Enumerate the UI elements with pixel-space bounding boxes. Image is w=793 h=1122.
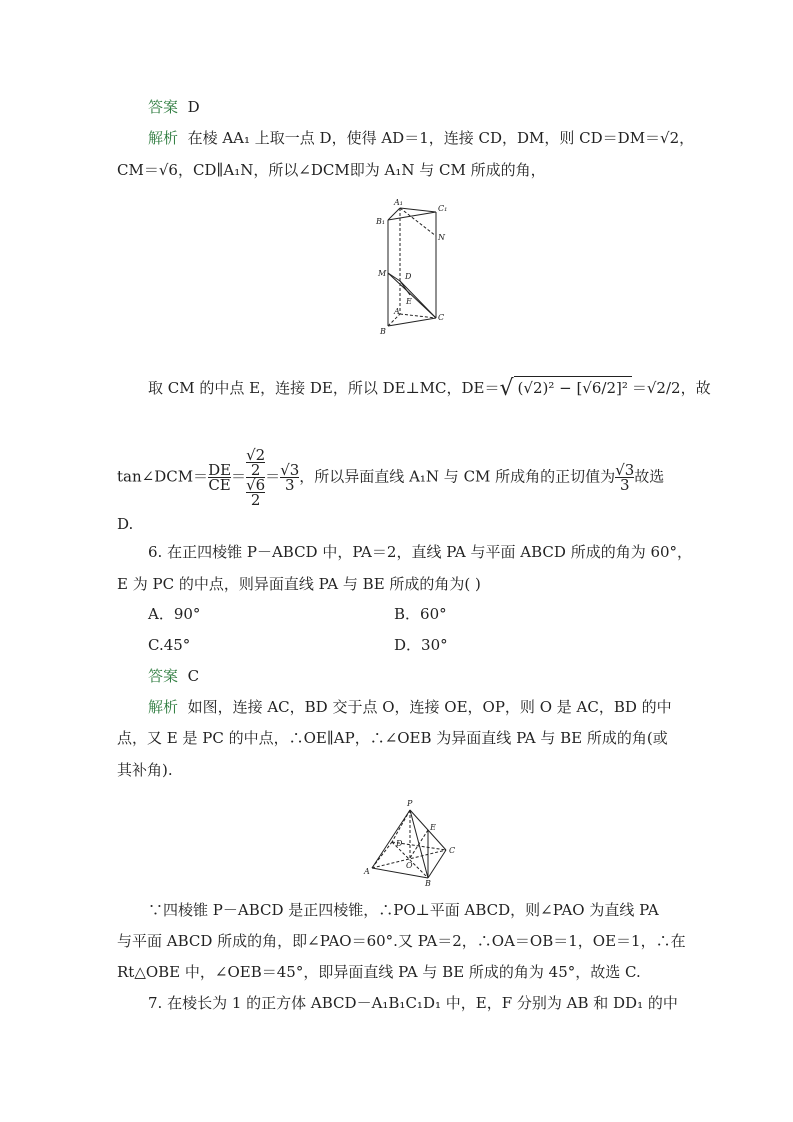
pyramid-figure [362, 796, 464, 886]
fraction: $\frac{√3}{3}$ [280, 461, 300, 494]
solution-line: 取 CM 的中点 E，连接 DE，所以 DE⊥MC，DE＝√ (√2)² − [√6/2]² ＝√2/2，故 [148, 376, 711, 401]
label-A1: A₁ [394, 198, 403, 207]
solution-line: Rt△OBE 中，∠OEB＝45°，即异面直线 PA 与 BE 所成的角为 45°，故选 C. [117, 963, 641, 981]
solution-label: 解析 [148, 129, 179, 147]
label-D: D [396, 839, 403, 848]
label-O: O [406, 861, 413, 870]
label-A: A [394, 307, 400, 316]
label-N: N [438, 233, 445, 242]
answer-value: D [187, 98, 200, 116]
label-D: D [405, 272, 412, 281]
fraction: $\frac{√3}{3}$ [615, 461, 635, 494]
solution-line [148, 128, 694, 148]
label-B1: B₁ [376, 217, 386, 226]
label-E: E [430, 823, 436, 832]
option-c: C.45° [148, 636, 191, 654]
solution-text: 在棱 AA₁ 上取一点 D，使得 AD＝1，连接 CD，DM，则 CD＝DM＝√2， [187, 129, 695, 147]
label-C: C [449, 846, 456, 855]
solution-line: 与平面 ABCD 所成的角，即∠PAO＝60°.又 PA＝2，∴OA＝OB＝1，OE＝1，∴在 [117, 932, 686, 950]
question-line: 7. 在棱长为 1 的正方体 ABCD－A₁B₁C₁D₁ 中，E，F 分别为 AB 和 DD₁ 的中 [148, 994, 678, 1012]
label-A: A [364, 867, 370, 876]
solution-line: 点，又 E 是 PC 的中点，∴OE∥AP，∴∠OEB 为异面直线 PA 与 BE 所成的角(或 [117, 729, 668, 747]
answer-line [148, 97, 200, 117]
solution-label: 解析 [148, 698, 179, 716]
answer-line [148, 666, 199, 686]
answer-label: 答案 [148, 98, 179, 116]
question-line: E 为 PC 的中点，则异面直线 PA 与 BE 所成的角为( ) [117, 575, 481, 593]
label-B: B [380, 327, 386, 336]
compound-fraction: √2 2 √6 2 [246, 446, 266, 509]
label-M: M [378, 269, 387, 278]
label-P: P [407, 799, 413, 808]
label-C1: C₁ [438, 204, 448, 213]
radical-content: (√2)² − [√6/2]² [514, 376, 632, 399]
label-C: C [438, 313, 445, 322]
solution-line: 其补角). [117, 761, 173, 779]
answer-label: 答案 [148, 667, 179, 685]
prism-figure [372, 196, 462, 338]
solution-line: tan∠DCM＝ $\frac{DE}{CE}$ ＝ √2 2 √6 2 ＝ $\frac{√3}{3}$ ，所以异面直线 A₁N 与 CM 所成角的正切值为 $\frac{√3}{3}$ 故选 [117, 446, 665, 509]
option-a: A．90° [148, 605, 201, 623]
solution-line: ∵四棱锥 P－ABCD 是正四棱锥，∴PO⊥平面 ABCD，则∠PAO 为直线 PA [148, 901, 659, 919]
label-E: E [406, 297, 412, 306]
answer-value: C [187, 667, 200, 685]
fraction: $\frac{DE}{CE}$ [208, 461, 232, 494]
question-line: 6. 在正四棱锥 P－ABCD 中，PA＝2，直线 PA 与平面 ABCD 所成的角为 60°， [148, 543, 693, 561]
solution-line: CM＝√6，CD∥A₁N，所以∠DCM即为 A₁N 与 CM 所成的角， [117, 161, 546, 179]
label-B: B [425, 879, 431, 886]
solution-line: D. [117, 515, 134, 533]
solution-line: 解析 如图，连接 AC，BD 交于点 O，连接 OE，OP，则 O 是 AC，BD 的中 [148, 698, 672, 716]
option-d: D．30° [394, 636, 448, 654]
option-b: B．60° [394, 605, 447, 623]
